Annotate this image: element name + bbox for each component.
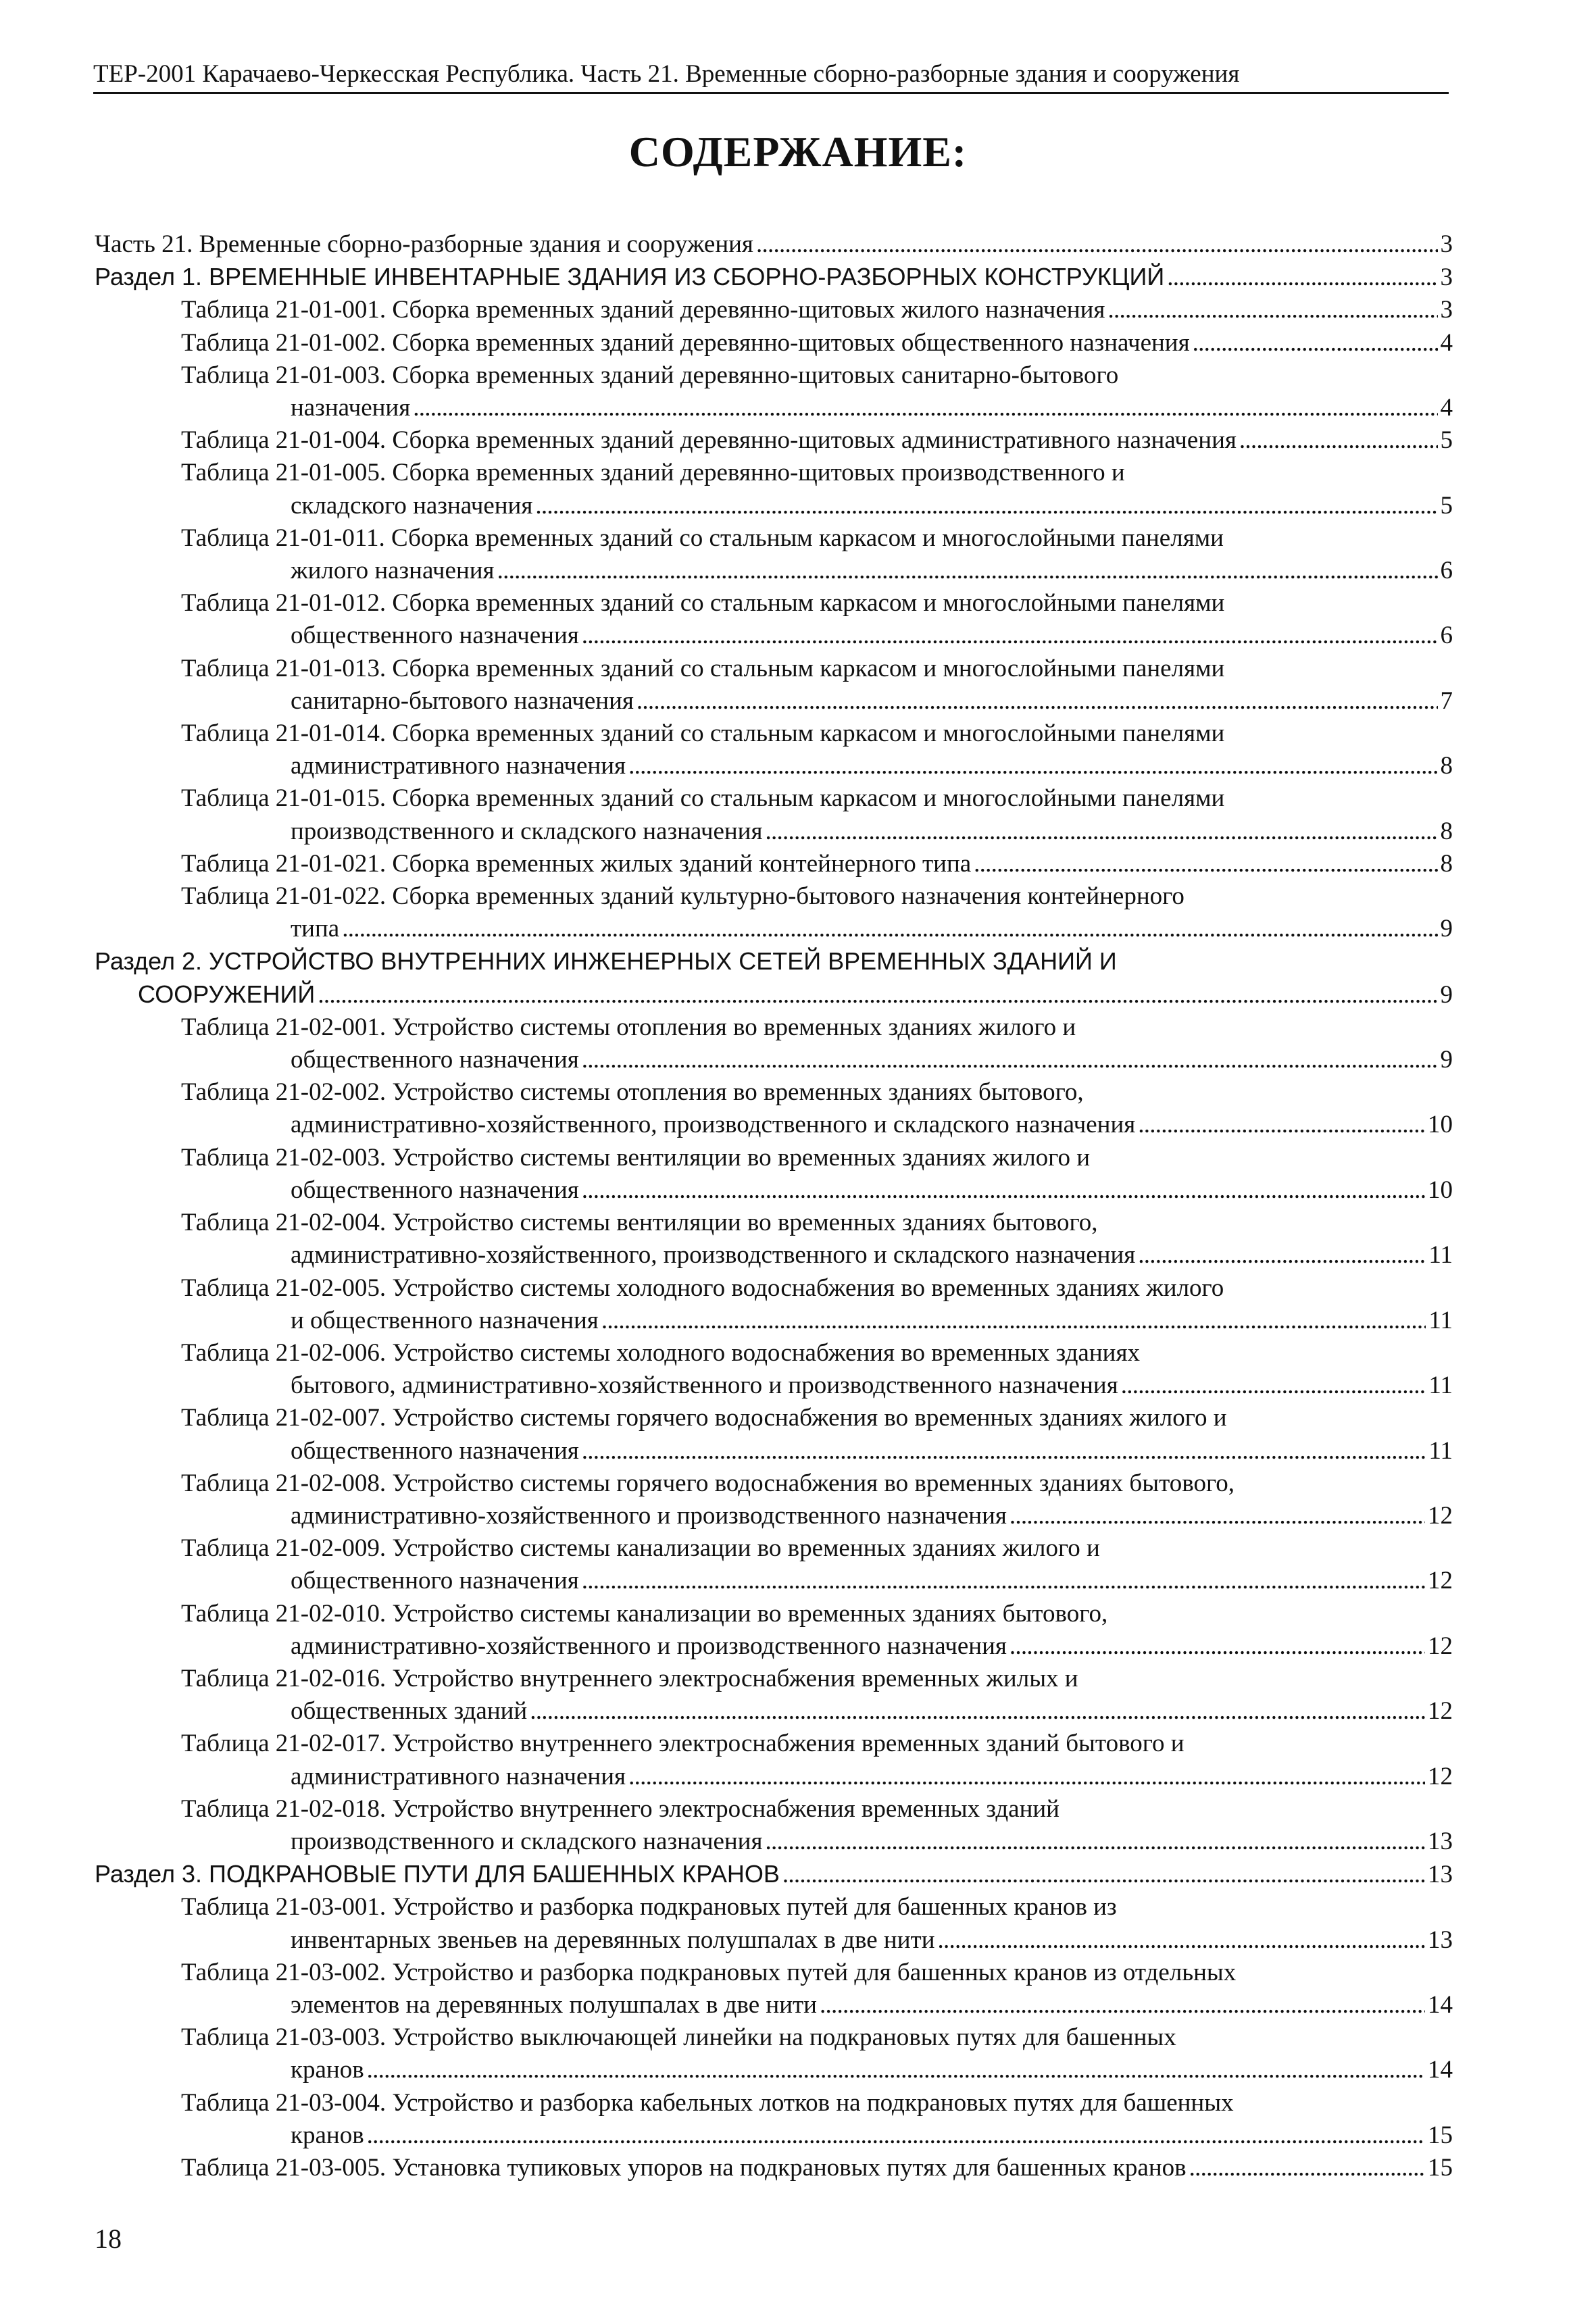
- toc-page-number: 8: [1440, 752, 1453, 780]
- toc-entry-text: Раздел 2. УСТРОЙСТВО ВНУТРЕННИХ ИНЖЕНЕРНЫХ СЕТЕЙ ВРЕМЕННЫХ ЗДАНИЙ И: [95, 947, 1117, 976]
- toc-page-number: 8: [1440, 849, 1453, 878]
- toc-page-number: 6: [1440, 622, 1453, 650]
- dot-leader: [782, 1859, 1425, 1891]
- toc-table-entry[interactable]: [95, 1337, 1453, 1402]
- toc-page-number: 10: [1428, 1176, 1453, 1204]
- toc-page-number: 9: [1440, 1046, 1453, 1074]
- toc-entry-text: Таблица 21-01-022. Сборка временных зданий культурно-бытового назначения контейнерного: [181, 882, 1184, 911]
- toc-table-entry[interactable]: [95, 1793, 1453, 1858]
- dot-leader: [765, 815, 1437, 848]
- toc-page-number: 13: [1428, 1827, 1453, 1855]
- toc-table-entry[interactable]: [95, 1207, 1453, 1272]
- running-header: ТЕР-2001 Карачаево-Черкесская Республика. Часть 21. Временные сборно-разборные здания и сооружения: [93, 58, 1449, 94]
- toc-entry-text: административно-хозяйственного, производственного и складского назначения: [291, 1111, 1136, 1139]
- toc-entry-text: Таблица 21-02-008. Устройство системы горячего водоснабжения во временных зданиях бытового,: [181, 1469, 1235, 1497]
- toc-entry-text: Таблица 21-02-017. Устройство внутреннего электроснабжения временных зданий бытового и: [181, 1730, 1184, 1758]
- toc-table-entry[interactable]: [95, 1532, 1453, 1597]
- toc-page-number: 14: [1428, 2056, 1453, 2084]
- toc-entry-text: производственного и складского назначения: [291, 1827, 763, 1855]
- toc-entry-text: административного назначения: [291, 752, 626, 780]
- toc-entry-text: Таблица 21-03-004. Устройство и разборка кабельных лотков на подкрановых путях для башенных: [181, 2088, 1234, 2117]
- toc-part-entry[interactable]: [95, 228, 1453, 261]
- toc-entry-text: общественного назначения: [291, 622, 579, 650]
- toc-table-entry[interactable]: [95, 1402, 1453, 1467]
- toc-entry-text: жилого назначения: [291, 557, 495, 585]
- toc-entry-text: СООРУЖЕНИЙ: [138, 980, 316, 1008]
- dot-leader: [497, 555, 1438, 587]
- toc-entry-text: Таблица 21-03-003. Устройство выключающей линейки на подкрановых путях для башенных: [181, 2023, 1176, 2052]
- dot-leader: [1138, 1109, 1425, 1141]
- toc-entry-text: Таблица 21-02-018. Устройство внутреннего электроснабжения временных зданий: [181, 1794, 1059, 1823]
- toc-table-entry[interactable]: [95, 880, 1453, 945]
- toc-entry-text: Таблица 21-02-010. Устройство системы канализации во временных зданиях бытового,: [181, 1599, 1108, 1628]
- toc-table-entry[interactable]: [95, 327, 1453, 359]
- toc-table-entry[interactable]: [95, 1663, 1453, 1728]
- toc-page-number: 12: [1428, 1697, 1453, 1726]
- toc-entry-text: административно-хозяйственного, производственного и складского назначения: [291, 1241, 1136, 1269]
- toc-page-number: 3: [1440, 296, 1453, 324]
- toc-page-number: 13: [1428, 1861, 1453, 1889]
- toc-entry-text: Таблица 21-01-014. Сборка временных зданий со стальным каркасом и многослойными панелями: [181, 720, 1225, 748]
- toc-table-entry[interactable]: [95, 294, 1453, 326]
- toc-entry-text: складского назначения: [291, 491, 533, 520]
- toc-entry-text: Таблица 21-01-003. Сборка временных зданий деревянно-щитовых санитарно-бытового: [181, 361, 1119, 389]
- toc-entry-text: Таблица 21-01-004. Сборка временных зданий деревянно-щитовых административного назначения: [181, 426, 1237, 455]
- toc-entry-text: Таблица 21-01-013. Сборка временных зданий со стальным каркасом и многослойными панелями: [181, 654, 1225, 682]
- dot-leader: [413, 392, 1437, 424]
- toc-table-entry[interactable]: [95, 653, 1453, 718]
- toc-section-entry[interactable]: [95, 261, 1453, 294]
- toc-page-number: 15: [1428, 2153, 1453, 2182]
- toc-entry-text: производственного и складского назначения: [291, 817, 763, 845]
- dot-leader: [342, 913, 1437, 945]
- toc-entry-text: Таблица 21-02-007. Устройство системы горячего водоснабжения во временных зданиях жилого и: [181, 1404, 1227, 1432]
- dot-leader: [582, 1565, 1425, 1597]
- toc-page-number: 4: [1440, 328, 1453, 357]
- toc-page-number: 5: [1440, 491, 1453, 520]
- toc-entry-text: общественных зданий: [291, 1697, 528, 1726]
- toc-entry-text: Таблица 21-03-002. Устройство и разборка подкрановых путей для башенных кранов из отдельных: [181, 1958, 1237, 1986]
- dot-leader: [535, 490, 1437, 522]
- toc-entry-text: Таблица 21-02-004. Устройство системы вентиляции во временных зданиях бытового,: [181, 1209, 1098, 1237]
- toc-section-entry[interactable]: [95, 1858, 1453, 1891]
- toc-entry-text: Часть 21. Временные сборно-разборные здания и сооружения: [95, 230, 753, 258]
- toc-entry-text: Таблица 21-01-005. Сборка временных зданий деревянно-щитовых производственного и: [181, 459, 1125, 487]
- dot-leader: [1009, 1630, 1425, 1663]
- toc-entry-text: Таблица 21-02-009. Устройство системы канализации во временных зданиях жилого и: [181, 1534, 1100, 1563]
- toc-table-entry[interactable]: [95, 848, 1453, 880]
- toc-entry-text: Таблица 21-01-015. Сборка временных зданий со стальным каркасом и многослойными панелями: [181, 784, 1225, 813]
- toc-entry-text: Таблица 21-02-001. Устройство системы отопления во временных зданиях жилого и: [181, 1013, 1076, 1041]
- toc-page-number: 11: [1428, 1436, 1453, 1465]
- toc-page-number: 4: [1440, 394, 1453, 422]
- dot-leader: [765, 1826, 1425, 1858]
- toc-entry-text: административно-хозяйственного и производственного назначения: [291, 1632, 1007, 1660]
- toc-table-entry[interactable]: [95, 1598, 1453, 1663]
- toc-page-number: 12: [1428, 1632, 1453, 1660]
- toc-table-entry[interactable]: [95, 2087, 1453, 2152]
- dot-leader: [1167, 261, 1437, 294]
- dot-leader: [582, 1044, 1438, 1076]
- page-number: 18: [95, 2223, 122, 2254]
- toc-page-number: 12: [1428, 1762, 1453, 1790]
- toc-entry-text: элементов на деревянных полушпалах в две нити: [291, 1990, 817, 2019]
- toc-page-number: 7: [1440, 686, 1453, 715]
- toc-entry-text: Таблица 21-01-002. Сборка временных зданий деревянно-щитовых общественного назначения: [181, 328, 1190, 357]
- toc-page-number: 14: [1428, 1990, 1453, 2019]
- toc-entry-text: санитарно-бытового назначения: [291, 686, 634, 715]
- dot-leader: [1189, 2152, 1425, 2184]
- toc-page-number: 11: [1428, 1306, 1453, 1334]
- toc-page-number: 12: [1428, 1501, 1453, 1530]
- dot-leader: [582, 620, 1438, 652]
- toc-entry-text: Раздел 3. ПОДКРАНОВЫЕ ПУТИ ДЛЯ БАШЕННЫХ КРАНОВ: [95, 1860, 780, 1888]
- dot-leader: [628, 750, 1437, 782]
- toc-table-entry[interactable]: [95, 1272, 1453, 1337]
- toc-entry-text: Таблица 21-02-006. Устройство системы холодного водоснабжения во временных зданиях: [181, 1338, 1140, 1367]
- toc-entry-text: и общественного назначения: [291, 1306, 599, 1334]
- toc-entry-text: типа: [291, 915, 340, 943]
- dot-leader: [938, 1924, 1426, 1957]
- dot-leader: [1107, 294, 1437, 326]
- toc-table-entry[interactable]: [95, 2021, 1453, 2086]
- toc-entry-text: Таблица 21-02-003. Устройство системы вентиляции во временных зданиях жилого и: [181, 1143, 1090, 1172]
- dot-leader: [974, 848, 1437, 880]
- toc-entry-text: назначения: [291, 394, 411, 422]
- toc-table-entry[interactable]: [95, 1957, 1453, 2021]
- toc-entry-text: Таблица 21-03-005. Установка тупиковых упоров на подкрановых путях для башенных кранов: [181, 2153, 1187, 2182]
- toc-page-number: 6: [1440, 557, 1453, 585]
- toc-table-entry[interactable]: [95, 782, 1453, 847]
- toc-entry-text: общественного назначения: [291, 1436, 579, 1465]
- toc-entry-text: Таблица 21-01-011. Сборка временных зданий со стальным каркасом и многослойными панелями: [181, 524, 1224, 552]
- toc-page-number: 3: [1440, 230, 1453, 258]
- toc-page-number: 15: [1428, 2121, 1453, 2149]
- toc-entry-text: бытового, административно-хозяйственного и производственного назначения: [291, 1372, 1118, 1400]
- toc-table-entry[interactable]: [95, 1891, 1453, 1956]
- toc-entry-text: административного назначения: [291, 1762, 626, 1790]
- dot-leader: [367, 2119, 1425, 2152]
- page-title: СОДЕРЖАНИЕ:: [628, 128, 968, 176]
- toc-table-entry[interactable]: [95, 718, 1453, 782]
- dot-leader: [582, 1435, 1426, 1467]
- toc-entry-text: административно-хозяйственного и производственного назначения: [291, 1501, 1007, 1530]
- dot-leader: [628, 1761, 1425, 1793]
- dot-leader: [637, 685, 1438, 718]
- dot-leader: [582, 1174, 1425, 1207]
- toc-entry-text: общественного назначения: [291, 1046, 579, 1074]
- toc-entry-text: Таблица 21-03-001. Устройство и разборка подкрановых путей для башенных кранов из: [181, 1893, 1117, 1921]
- dot-leader: [530, 1695, 1425, 1728]
- toc-page-number: 10: [1428, 1111, 1453, 1139]
- toc-entry-text: Таблица 21-02-005. Устройство системы холодного водоснабжения во временных зданиях жилого: [181, 1274, 1224, 1302]
- toc-page-number: 11: [1428, 1372, 1453, 1400]
- dot-leader: [367, 2054, 1425, 2086]
- toc-page-number: 9: [1440, 980, 1453, 1009]
- toc-table-entry[interactable]: [95, 1728, 1453, 1792]
- toc-page-number: 5: [1440, 426, 1453, 455]
- dot-leader: [1009, 1500, 1425, 1532]
- toc-table-entry[interactable]: [95, 587, 1453, 652]
- toc-table-entry[interactable]: [95, 424, 1453, 457]
- toc-page-number: 11: [1428, 1241, 1453, 1269]
- toc-page-number: 12: [1428, 1567, 1453, 1595]
- toc-page-number: 3: [1440, 263, 1453, 292]
- toc-entry-text: Таблица 21-01-012. Сборка временных зданий со стальным каркасом и многослойными панелями: [181, 589, 1225, 618]
- toc-entry-text: Таблица 21-02-016. Устройство внутреннего электроснабжения временных жилых и: [181, 1664, 1078, 1692]
- table-of-contents: [95, 228, 1453, 2184]
- toc-page-number: 8: [1440, 817, 1453, 845]
- toc-entry-text: кранов: [291, 2056, 364, 2084]
- toc-entry-text: Таблица 21-02-002. Устройство системы отопления во временных зданиях бытового,: [181, 1078, 1084, 1107]
- toc-page-number: 9: [1440, 915, 1453, 943]
- toc-section-entry[interactable]: [95, 945, 1453, 1011]
- toc-entry-text: Раздел 1. ВРЕМЕННЫЕ ИНВЕНТАРНЫЕ ЗДАНИЯ ИЗ СБОРНО-РАЗБОРНЫХ КОНСТРУКЦИЙ: [95, 263, 1165, 291]
- toc-entry-text: общественного назначения: [291, 1176, 579, 1204]
- dot-leader: [820, 1989, 1425, 2021]
- dot-leader: [1239, 424, 1438, 457]
- toc-entry-text: кранов: [291, 2121, 364, 2149]
- dot-leader: [1193, 327, 1438, 359]
- toc-page-number: 13: [1428, 1926, 1453, 1954]
- toc-table-entry[interactable]: [95, 1467, 1453, 1532]
- dot-leader: [1138, 1239, 1426, 1272]
- toc-entry-text: Таблица 21-01-001. Сборка временных зданий деревянно-щитовых жилого назначения: [181, 296, 1105, 324]
- toc-table-entry[interactable]: [95, 1011, 1453, 1076]
- toc-entry-text: инвентарных звеньев на деревянных полушпалах в две нити: [291, 1926, 935, 1954]
- dot-leader: [318, 979, 1437, 1011]
- toc-table-entry[interactable]: [95, 359, 1453, 424]
- dot-leader: [1121, 1369, 1426, 1402]
- toc-table-entry[interactable]: [95, 1076, 1453, 1141]
- toc-table-entry[interactable]: [95, 522, 1453, 587]
- toc-entry-text: общественного назначения: [291, 1567, 579, 1595]
- toc-table-entry[interactable]: [95, 2152, 1453, 2184]
- toc-table-entry[interactable]: [95, 457, 1453, 522]
- dot-leader: [756, 228, 1438, 261]
- toc-table-entry[interactable]: [95, 1142, 1453, 1207]
- toc-entry-text: Таблица 21-01-021. Сборка временных жилых зданий контейнерного типа: [181, 849, 972, 878]
- dot-leader: [601, 1305, 1426, 1337]
